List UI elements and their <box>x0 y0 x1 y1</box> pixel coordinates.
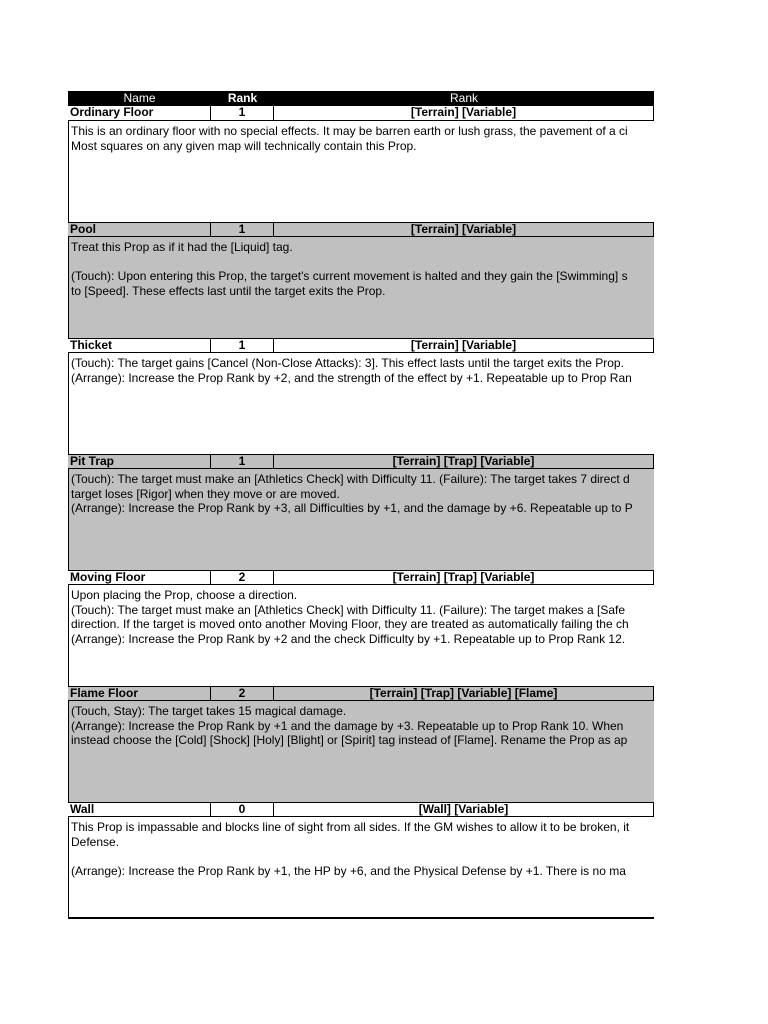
prop-rank: 1 <box>211 455 274 468</box>
description-line: (Arrange): Increase the Prop Rank by +2, and the strength of the effect by +1. Repeatable up to Prop Ran <box>71 370 632 385</box>
prop-name: Pit Trap <box>68 455 211 468</box>
description-line <box>71 255 654 270</box>
prop-tags: [Terrain] [Trap] [Variable] <box>274 571 654 584</box>
prop-rank: 2 <box>211 571 274 584</box>
prop-rank: 0 <box>211 803 274 816</box>
prop-description <box>68 237 654 338</box>
description-line: (Arrange): Increase the Prop Rank by +3, all Difficulties by +1, and the damage by +6. Repeatable up to P <box>71 501 633 515</box>
prop-tags: [Wall] [Variable] <box>274 803 654 816</box>
description-line: (Arrange): Increase the Prop Rank by +2 and the check Difficulty by +1. Repeatable up to Prop Rank 12. <box>71 631 626 646</box>
description-line: direction. If the target is moved onto another Moving Floor, they are treated as automatically failing the ch <box>71 617 629 631</box>
description-line: (Touch): Upon entering this Prop, the target's current movement is halted and they gain the [Swimming] s <box>71 269 628 283</box>
table-row <box>68 570 654 686</box>
prop-rank: 1 <box>211 106 274 120</box>
prop-tags: [Terrain] [Variable] <box>274 106 654 120</box>
prop-header-row <box>68 686 654 701</box>
prop-description <box>68 701 654 802</box>
description-line: Most squares on any given map will technically contain this Prop. <box>71 138 417 153</box>
prop-tags: [Terrain] [Trap] [Variable] [Flame] <box>274 687 654 700</box>
prop-description <box>68 469 654 570</box>
description-line: (Arrange): Increase the Prop Rank by +1, the HP by +6, and the Physical Defense by +1. There is no ma <box>71 863 626 878</box>
description-line <box>71 849 654 864</box>
prop-rank: 1 <box>211 339 274 352</box>
table-row <box>68 686 654 802</box>
description-line: to [Speed]. These effects last until the target exits the Prop. <box>71 283 386 298</box>
description-line: Upon placing the Prop, choose a direction. <box>71 588 298 602</box>
prop-description <box>68 353 654 454</box>
table-row <box>68 802 654 917</box>
description-line: (Arrange): Increase the Prop Rank by +1 and the damage by +3. Repeatable up to Prop Rank 10. When <box>71 718 624 733</box>
prop-description <box>68 817 654 917</box>
table-body <box>68 106 654 917</box>
prop-header-row <box>68 106 654 121</box>
description-line: (Touch, Stay): The target takes 15 magical damage. <box>71 704 347 718</box>
prop-tags: [Terrain] [Variable] <box>274 339 654 352</box>
description-line: instead choose the [Cold] [Shock] [Holy] [Blight] or [Spirit] tag instead of [Flame]. Rename the Prop as ap <box>71 733 628 747</box>
description-line: (Touch): The target gains [Cancel (Non-Close Attacks): 3]. This effect lasts until the target exits the Prop. <box>71 356 624 370</box>
header-tags: Rank <box>449 91 478 105</box>
header-rank: Rank <box>227 91 258 105</box>
prop-name: Ordinary Floor <box>68 106 211 120</box>
description-line: Treat this Prop as if it had the [Liquid] tag. <box>71 240 293 254</box>
table-row <box>68 222 654 338</box>
prop-tags: [Terrain] [Variable] <box>274 223 654 236</box>
description-line: This is an ordinary floor with no special effects. It may be barren earth or lush grass, the pavement of a ci <box>71 124 628 138</box>
prop-rank: 1 <box>211 223 274 236</box>
prop-name: Wall <box>68 803 211 816</box>
prop-name: Flame Floor <box>68 687 211 700</box>
prop-rank: 2 <box>211 687 274 700</box>
prop-name: Moving Floor <box>68 571 211 584</box>
prop-tags: [Terrain] [Trap] [Variable] <box>274 455 654 468</box>
description-line: (Touch): The target must make an [Athletics Check] with Difficulty 11. (Failure): The target takes 7 direct d <box>71 472 630 486</box>
description-line: target loses [Rigor] when they move or are moved. <box>71 486 340 501</box>
description-line: This Prop is impassable and blocks line of sight from all sides. If the GM wishes to allow it to be broken, it <box>71 820 630 834</box>
prop-header-row <box>68 570 654 585</box>
header-name: Name <box>123 91 156 105</box>
prop-header-row <box>68 802 654 817</box>
prop-header-row <box>68 338 654 353</box>
prop-header-row <box>68 454 654 469</box>
prop-name: Pool <box>68 223 211 236</box>
prop-description <box>68 585 654 686</box>
description-line: (Touch): The target must make an [Athletics Check] with Difficulty 11. (Failure): The target makes a [Safe <box>71 602 626 617</box>
table-row <box>68 454 654 570</box>
prop-name: Thicket <box>68 339 211 352</box>
prop-description <box>68 121 654 222</box>
table-header <box>68 91 654 106</box>
description-line: Defense. <box>71 834 120 849</box>
prop-table <box>68 91 654 919</box>
prop-header-row <box>68 222 654 237</box>
table-row <box>68 338 654 454</box>
table-row <box>68 106 654 222</box>
